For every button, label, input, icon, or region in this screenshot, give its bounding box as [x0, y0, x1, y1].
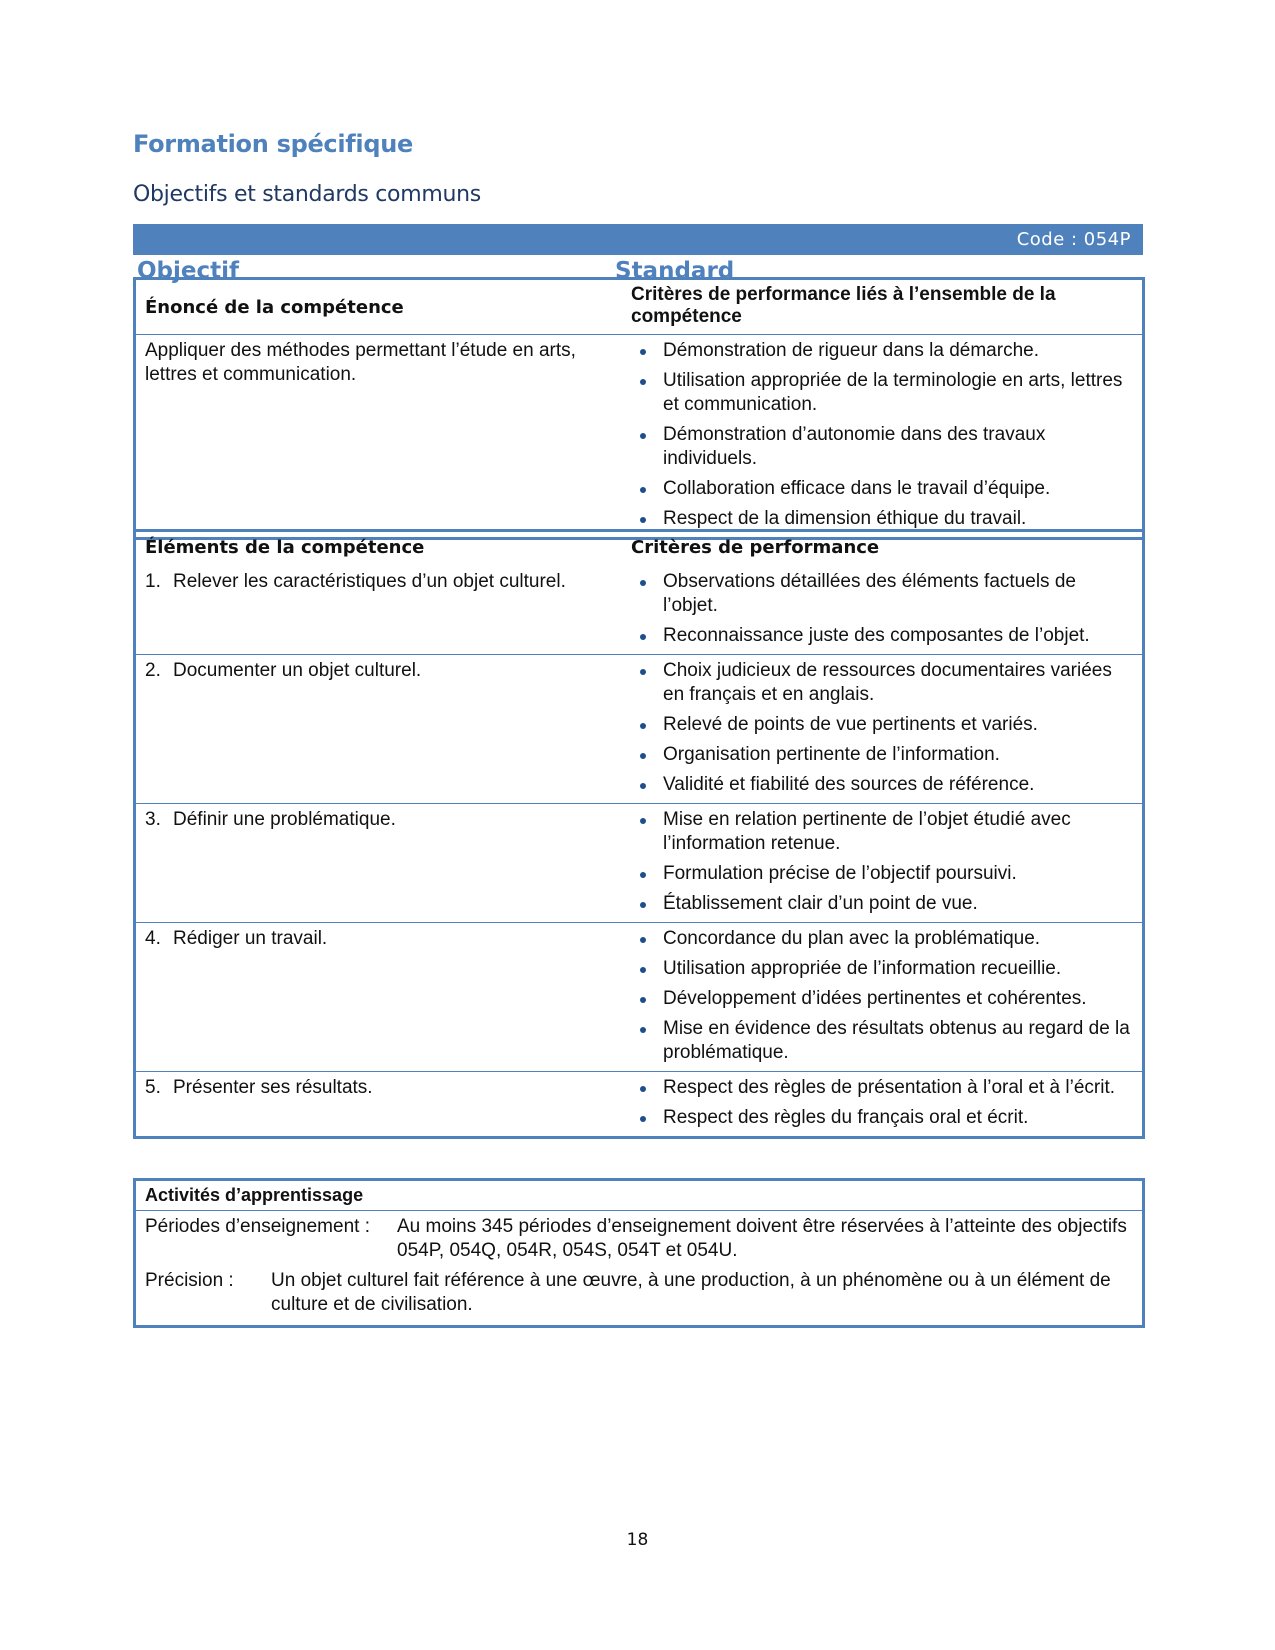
element-criterion: Établissement clair d’un point de vue.	[631, 892, 1134, 916]
element-criteria	[631, 655, 1142, 803]
element-criterion: Respect des règles de présentation à l’oral et à l’écrit.	[631, 1076, 1134, 1100]
element-row	[136, 654, 1142, 803]
element-row	[136, 803, 1142, 922]
element-statement	[136, 566, 631, 654]
element-criterion: Utilisation appropriée de l’information recueillie.	[631, 957, 1134, 981]
activities-table	[133, 1178, 1145, 1328]
element-number: 2.	[145, 660, 161, 681]
element-number: 4.	[145, 928, 161, 949]
periods-label: Périodes d’enseignement :	[145, 1216, 370, 1237]
activities-body	[136, 1210, 1142, 1325]
column-heading-standard: Standard	[615, 258, 735, 284]
competence-criteria-header: Critères de performance liés à l’ensemble de la compétence	[631, 284, 1056, 327]
competence-statement-header: Énoncé de la compétence	[145, 297, 404, 318]
elements-header: Éléments de la compétence	[145, 537, 425, 558]
element-statement	[136, 1072, 631, 1136]
element-statement	[136, 655, 631, 803]
element-text: Définir une problématique.	[173, 809, 396, 830]
competence-table	[133, 277, 1145, 540]
element-statement	[136, 804, 631, 922]
element-text: Présenter ses résultats.	[173, 1077, 373, 1098]
competence-statement: Appliquer des méthodes permettant l’étude en arts, lettres et communication.	[145, 340, 576, 385]
element-statement	[136, 923, 631, 1071]
code-bar	[133, 224, 1143, 255]
competence-criterion: Utilisation appropriée de la terminologie en arts, lettres et communication.	[631, 369, 1134, 417]
page-heading: Formation spécifique	[133, 130, 413, 158]
element-criterion: Relevé de points de vue pertinents et variés.	[631, 713, 1134, 737]
periods-text: Au moins 345 périodes d’enseignement doivent être réservées à l’atteinte des objectifs 054P, 054Q, 054R, 054S, 054T et 054U.	[397, 1216, 1127, 1261]
element-number: 3.	[145, 809, 161, 830]
activities-header-row	[136, 1181, 1142, 1210]
element-criteria	[631, 804, 1142, 922]
competence-criterion: Respect de la dimension éthique du travail.	[631, 507, 1134, 531]
periods-row	[136, 1215, 1142, 1263]
element-number: 5.	[145, 1077, 161, 1098]
element-criterion: Développement d’idées pertinentes et cohérentes.	[631, 987, 1134, 1011]
code-label: Code : 054P	[1016, 229, 1131, 250]
elements-header-row	[136, 532, 1142, 566]
element-criterion: Concordance du plan avec la problématique.	[631, 927, 1134, 951]
competence-criterion: Collaboration efficace dans le travail d’équipe.	[631, 477, 1134, 501]
element-criterion: Observations détaillées des éléments factuels de l’objet.	[631, 570, 1134, 618]
column-heading-objectif: Objectif	[137, 258, 240, 284]
element-criterion: Mise en évidence des résultats obtenus au regard de la problématique.	[631, 1017, 1134, 1065]
element-text: Documenter un objet culturel.	[173, 660, 422, 681]
element-criterion: Formulation précise de l’objectif poursuivi.	[631, 862, 1134, 886]
element-criterion: Choix judicieux de ressources documentaires variées en français et en anglais.	[631, 659, 1134, 707]
precision-label: Précision :	[145, 1270, 234, 1291]
precision-row	[136, 1269, 1142, 1317]
element-row	[136, 922, 1142, 1071]
element-criteria	[631, 923, 1142, 1071]
element-text: Relever les caractéristiques d’un objet culturel.	[173, 571, 566, 592]
competence-criteria	[631, 335, 1142, 537]
element-text: Rédiger un travail.	[173, 928, 328, 949]
element-criteria	[631, 566, 1142, 654]
precision-text: Un objet culturel fait référence à une œuvre, à une production, à un phénomène ou à un élément de culture et de civilisation.	[271, 1270, 1111, 1315]
element-criterion: Respect des règles du français oral et écrit.	[631, 1106, 1134, 1130]
element-criteria	[631, 1072, 1142, 1136]
element-row	[136, 1071, 1142, 1136]
competence-body-row	[136, 334, 1142, 537]
page-subheading: Objectifs et standards communs	[133, 182, 481, 207]
activities-header: Activités d’apprentissage	[145, 1185, 364, 1205]
competence-header-row	[136, 280, 1142, 334]
elements-table	[133, 529, 1145, 1139]
page-number: 18	[626, 1530, 649, 1550]
element-criterion: Reconnaissance juste des composantes de l’objet.	[631, 624, 1134, 648]
element-row	[136, 566, 1142, 654]
element-criterion: Organisation pertinente de l’information.	[631, 743, 1134, 767]
competence-criterion: Démonstration de rigueur dans la démarche.	[631, 339, 1134, 363]
elements-criteria-header: Critères de performance	[631, 537, 880, 558]
element-number: 1.	[145, 571, 161, 592]
element-criterion: Mise en relation pertinente de l’objet étudié avec l’information retenue.	[631, 808, 1134, 856]
element-criterion: Validité et fiabilité des sources de référence.	[631, 773, 1134, 797]
competence-criterion: Démonstration d’autonomie dans des travaux individuels.	[631, 423, 1134, 471]
